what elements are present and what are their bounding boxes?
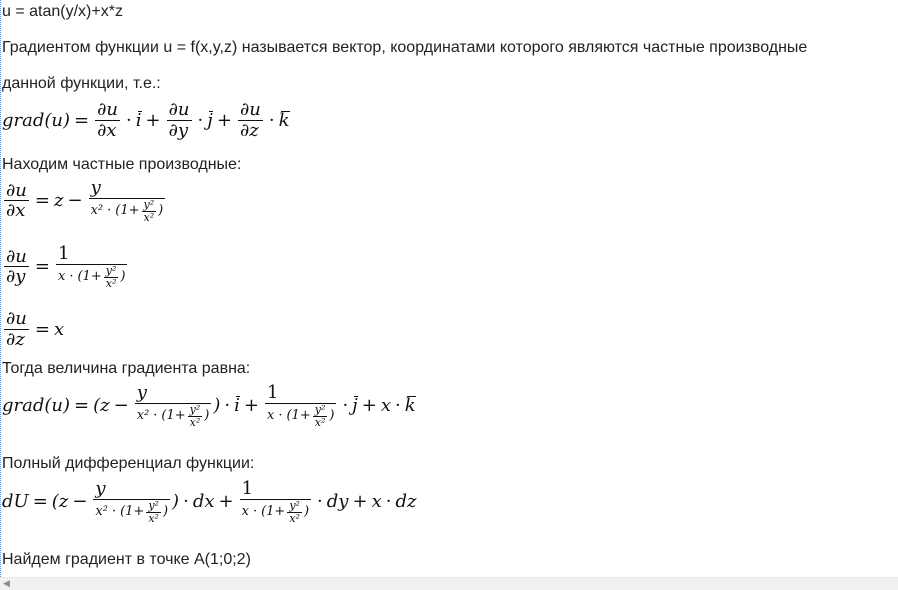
numerator: ∂u	[97, 99, 119, 120]
paren-close: )	[162, 504, 169, 520]
fraction-y2-x2	[287, 500, 302, 525]
paren-close: )	[204, 408, 210, 424]
denominator: x²	[314, 415, 326, 429]
denominator: ∂x	[97, 119, 117, 141]
partial-derivative-y	[2, 244, 129, 290]
paren-open: (	[93, 395, 101, 417]
fraction-du-dx	[4, 181, 29, 222]
paren-close: )	[303, 504, 310, 520]
unit-vector-j: j	[207, 109, 213, 131]
paren-open: (1+	[120, 504, 145, 520]
dot-operator: ·	[395, 395, 401, 417]
var-x: x	[58, 269, 66, 285]
dot-operator: ·	[268, 109, 275, 131]
numerator: y²	[289, 498, 300, 512]
numerator: y	[93, 479, 170, 500]
numerator: y²	[314, 402, 326, 416]
denominator: x²	[148, 511, 159, 525]
fraction-du-dy	[4, 247, 29, 288]
denominator	[56, 265, 127, 290]
total-differential-formula	[2, 479, 416, 525]
total-differential-heading: Полный дифференциал функции:	[2, 455, 255, 472]
fraction-y-over-expr	[93, 479, 170, 525]
numerator: 1	[265, 383, 336, 404]
partial-derivatives-heading: Находим частные производные:	[2, 156, 242, 173]
equals-sign: =	[34, 318, 50, 340]
minus-sign: −	[113, 395, 129, 417]
gradient-formula	[2, 100, 290, 141]
minus-sign: −	[72, 491, 88, 513]
denominator: ∂z	[6, 328, 25, 350]
fraction-du-dz	[4, 309, 29, 350]
paren-open: (1+	[161, 408, 186, 424]
var-z: z	[58, 491, 69, 513]
paren-open: (1+	[286, 408, 311, 424]
gradient-at-point-heading: Найдем градиент в точке A(1;0;2)	[2, 551, 251, 568]
denominator: ∂z	[239, 119, 259, 141]
dot-operator: ·	[252, 504, 258, 520]
paren-close: )	[158, 203, 164, 219]
numerator: ∂u	[6, 308, 27, 329]
var-x: x	[267, 408, 275, 424]
paren-open: (1+	[115, 203, 140, 219]
var-z: z	[54, 190, 64, 212]
fraction-du-dz	[238, 100, 263, 141]
numerator: ∂u	[239, 99, 261, 120]
equals-sign: =	[74, 109, 90, 131]
unit-vector-j: j	[352, 395, 358, 417]
var-dU: dU	[2, 491, 29, 513]
dot-operator: ·	[342, 395, 349, 417]
horizontal-scrollbar[interactable]	[0, 577, 898, 590]
numerator: y²	[143, 197, 155, 211]
gradient-value-heading: Тогда величина градиента равна:	[2, 360, 251, 377]
var-x: x	[371, 491, 382, 513]
denominator: ∂y	[168, 119, 189, 141]
numerator: y	[135, 383, 212, 404]
numerator: ∂u	[6, 245, 27, 267]
numerator: y²	[148, 498, 159, 512]
grad-symbol: grad(u)	[2, 395, 71, 417]
var-x: x	[241, 504, 249, 520]
dot-operator: ·	[183, 491, 189, 513]
partial-derivative-z	[2, 308, 64, 350]
numerator: y²	[105, 263, 117, 277]
equals-sign: =	[32, 491, 48, 513]
plus-sign: +	[361, 395, 377, 417]
dot-operator: ·	[278, 408, 283, 424]
x-squared: x²	[90, 203, 104, 219]
numerator: 1	[56, 244, 127, 265]
partial-derivative-x	[2, 178, 167, 224]
fraction-du-dy	[167, 100, 192, 141]
numerator: y	[89, 178, 166, 199]
fraction-1-over-expr	[56, 244, 127, 290]
fraction-1-over-expr	[265, 383, 336, 429]
numerator: y²	[189, 402, 201, 416]
scroll-left-arrow-icon[interactable]: ◀	[3, 579, 10, 589]
unit-vector-k: k	[404, 395, 416, 417]
fraction-y2-x2	[104, 265, 119, 290]
plus-sign: +	[218, 491, 234, 513]
var-x: x	[54, 318, 65, 340]
fraction-du-dx	[95, 100, 120, 141]
plus-sign: +	[145, 109, 161, 131]
denominator	[135, 404, 212, 429]
dot-operator: ·	[317, 491, 323, 513]
fraction-y-over-expr	[89, 178, 166, 224]
denominator	[93, 500, 170, 525]
differential-dz: dz	[395, 491, 417, 513]
dot-operator: ·	[385, 491, 392, 513]
equals-sign: =	[74, 395, 90, 417]
equals-sign: =	[34, 256, 50, 278]
fraction-1-over-expr	[240, 479, 311, 525]
var-x: x	[380, 395, 392, 417]
dot-operator: ·	[126, 109, 132, 131]
gradient-definition-text-cont: данной функции, т.е.:	[2, 75, 161, 92]
selection-dotted-border	[0, 0, 1, 589]
numerator: ∂u	[168, 99, 190, 120]
x-squared: x²	[136, 408, 150, 424]
denominator: x²	[189, 415, 201, 429]
paren-open: (1+	[77, 269, 102, 285]
dot-operator: ·	[197, 109, 204, 131]
paren-open: (	[51, 491, 59, 513]
equals-sign: =	[34, 190, 50, 212]
differential-dy: dy	[326, 491, 349, 513]
numerator: 1	[240, 479, 311, 500]
denominator	[240, 500, 311, 525]
gradient-definition-text: Градиентом функции u = f(x,y,z) называется вектор, координатами которого являются частные производные	[2, 39, 808, 56]
dot-operator: ·	[111, 504, 117, 520]
fraction-y2-x2	[146, 500, 161, 525]
fraction-y2-x2	[313, 404, 328, 429]
paren-close: )	[172, 491, 180, 513]
paren-close: )	[329, 408, 335, 424]
differential-dx: dx	[192, 491, 215, 513]
paren-open: (1+	[261, 504, 286, 520]
fraction-y2-x2	[188, 404, 203, 429]
dot-operator: ·	[69, 269, 74, 285]
denominator: ∂y	[6, 266, 26, 288]
plus-sign: +	[243, 395, 259, 417]
unit-vector-i: i	[234, 395, 240, 417]
x-squared: x²	[95, 504, 108, 520]
fraction-y-over-expr	[135, 383, 212, 429]
dot-operator: ·	[224, 395, 231, 417]
unit-vector-i: i	[135, 109, 142, 131]
unit-vector-k: k	[278, 109, 290, 131]
fraction-y2-x2	[142, 199, 157, 224]
grad-symbol: grad(u)	[2, 109, 71, 131]
denominator: ∂x	[6, 200, 26, 222]
numerator: ∂u	[6, 179, 27, 201]
denominator: x²	[143, 210, 155, 224]
paren-close: )	[120, 269, 126, 285]
var-z: z	[100, 395, 110, 417]
plus-sign: +	[352, 491, 368, 513]
dot-operator: ·	[107, 203, 112, 219]
minus-sign: −	[67, 190, 83, 212]
function-definition: u = atan(y/x)+x*z	[2, 3, 123, 20]
paren-close: )	[213, 395, 221, 417]
denominator: x²	[105, 276, 117, 290]
denominator: x²	[289, 511, 300, 525]
denominator	[265, 404, 336, 429]
dot-operator: ·	[153, 408, 158, 424]
gradient-value-formula	[2, 383, 416, 429]
denominator	[89, 199, 166, 224]
plus-sign: +	[216, 109, 232, 131]
